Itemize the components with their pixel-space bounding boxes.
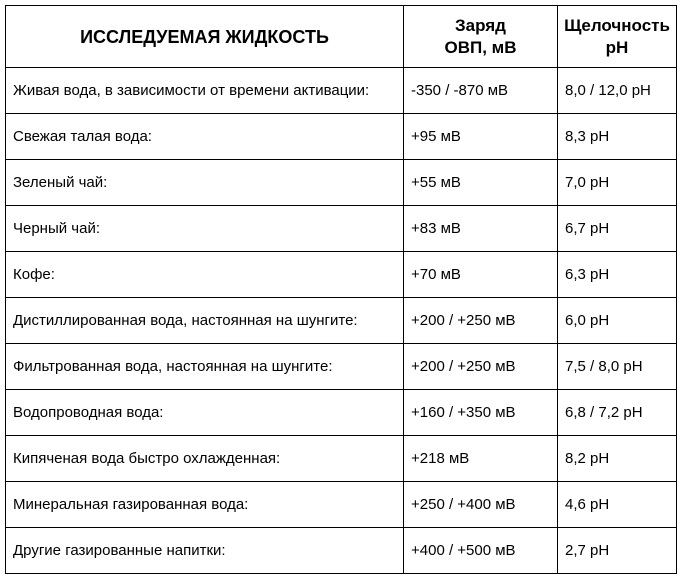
table-row — [6, 68, 677, 114]
cell-ph: 8,0 / 12,0 pH — [558, 68, 677, 114]
table-row — [6, 482, 677, 528]
cell-ph: 8,2 pH — [558, 436, 677, 482]
cell-liquid: Кофе: — [6, 252, 404, 298]
header-orp — [404, 6, 558, 68]
header-ph-line2: pH — [605, 37, 629, 57]
table-row — [6, 390, 677, 436]
cell-liquid: Черный чай: — [6, 206, 404, 252]
cell-ph: 4,6 pH — [558, 482, 677, 528]
cell-orp: +250 / +400 мВ — [404, 482, 558, 528]
liquids-table — [5, 5, 677, 574]
cell-orp: +70 мВ — [404, 252, 558, 298]
cell-ph: 2,7 pH — [558, 528, 677, 574]
cell-orp: +95 мВ — [404, 114, 558, 160]
cell-ph: 7,0 pH — [558, 160, 677, 206]
header-liquid: ИССЛЕДУЕМАЯ ЖИДКОСТЬ — [6, 6, 404, 68]
cell-liquid: Минеральная газированная вода: — [6, 482, 404, 528]
table-row — [6, 344, 677, 390]
cell-ph: 8,3 pH — [558, 114, 677, 160]
cell-liquid: Свежая талая вода: — [6, 114, 404, 160]
cell-orp: +83 мВ — [404, 206, 558, 252]
table-row — [6, 252, 677, 298]
table-row — [6, 160, 677, 206]
cell-liquid: Кипяченая вода быстро охлажденная: — [6, 436, 404, 482]
cell-liquid: Дистиллированная вода, настоянная на шунгите: — [6, 298, 404, 344]
cell-liquid: Фильтрованная вода, настоянная на шунгите: — [6, 344, 404, 390]
table-row — [6, 528, 677, 574]
header-ph — [558, 6, 677, 68]
header-orp-line1: Заряд — [455, 15, 506, 35]
header-ph-line1: Щелочность — [564, 15, 670, 35]
cell-liquid: Живая вода, в зависимости от времени активации: — [6, 68, 404, 114]
table-row — [6, 436, 677, 482]
cell-ph: 6,3 pH — [558, 252, 677, 298]
cell-liquid: Водопроводная вода: — [6, 390, 404, 436]
cell-ph: 6,0 pH — [558, 298, 677, 344]
cell-orp: +55 мВ — [404, 160, 558, 206]
cell-liquid: Другие газированные напитки: — [6, 528, 404, 574]
cell-orp: +218 мВ — [404, 436, 558, 482]
cell-orp: +200 / +250 мВ — [404, 298, 558, 344]
cell-orp: +160 / +350 мВ — [404, 390, 558, 436]
table-row — [6, 114, 677, 160]
cell-orp: +400 / +500 мВ — [404, 528, 558, 574]
cell-orp: -350 / -870 мВ — [404, 68, 558, 114]
cell-ph: 7,5 / 8,0 pH — [558, 344, 677, 390]
cell-orp: +200 / +250 мВ — [404, 344, 558, 390]
cell-ph: 6,8 / 7,2 pH — [558, 390, 677, 436]
table-row — [6, 206, 677, 252]
table-header-row — [6, 6, 677, 68]
header-orp-line2: ОВП, мВ — [444, 37, 517, 57]
table-row — [6, 298, 677, 344]
cell-liquid: Зеленый чай: — [6, 160, 404, 206]
cell-ph: 6,7 pH — [558, 206, 677, 252]
